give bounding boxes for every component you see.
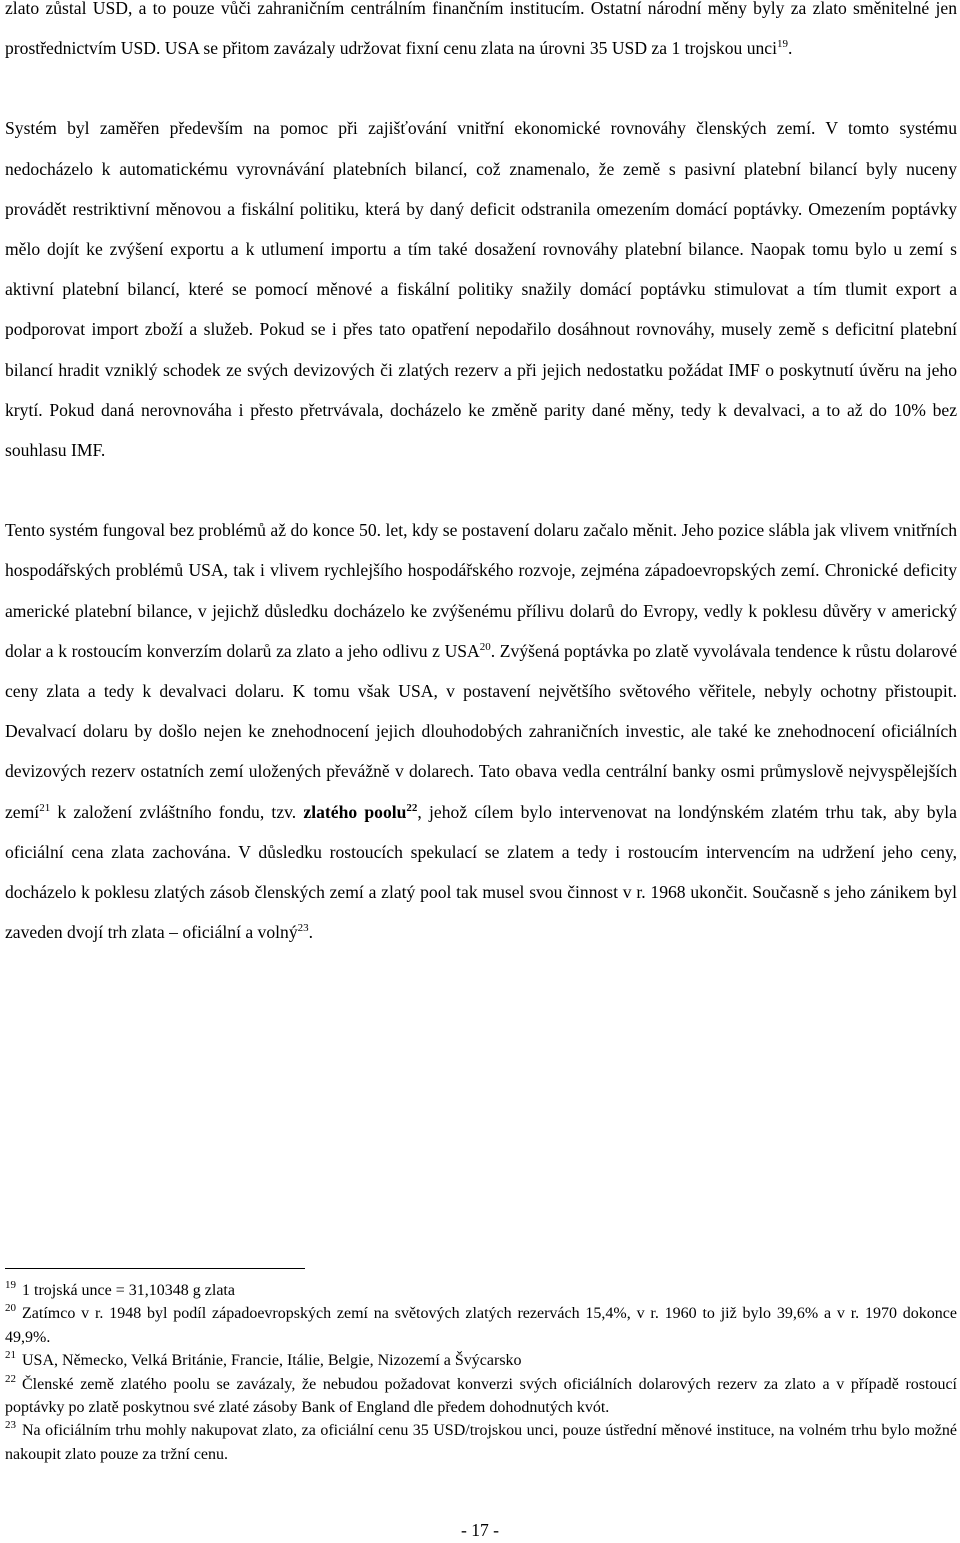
footnote-number: 21 — [5, 1349, 16, 1362]
page-body — [5, 0, 957, 952]
footnote-number: 20 — [5, 1302, 16, 1315]
page-number: - 17 - — [460, 1520, 500, 1540]
footnote-separator — [5, 1268, 305, 1269]
paragraph-text: . — [788, 38, 793, 59]
footnote-ref[interactable]: 19 — [777, 38, 788, 51]
paragraph-text: , jehož cílem bylo intervenovat na londýnském zlatém trhu tak, aby byla oficiální cena zlata zachována. V důsledku rostoucích spekulací se zlatem a tedy i rostoucím intervencím na udržení jeho ceny, docházelo k poklesu zlatých zásob členských zemí a zlatý pool tak musel svou činnost v r. 1968 ukončit. Současně s jeho zánikem byl zaveden dvojí trh zlata – oficiální a volný — [5, 801, 957, 943]
paragraph-dollar-decline — [5, 510, 957, 952]
footnote-text: USA, Německo, Velká Británie, Francie, Itálie, Belgie, Nizozemí a Švýcarsko — [22, 1352, 522, 1370]
paragraph-text: zlato zůstal USD, a to pouze vůči zahraničním centrálním finančním institucím. Ostatní národní měny byly za zlato směnitelné jen prostřednictvím USD. USA se přitom zavázaly udržovat fixní cenu zlata na úrovni 35 USD za 1 trojskou unci — [5, 0, 957, 59]
bold-term: zlatého poolu — [303, 801, 407, 822]
footnote-text: Na oficiálním trhu mohly nakupovat zlato, za oficiální cenu 35 USD/trojskou unci, pouze ústřední měnové instituce, na volném trhu bylo možné nakoupit zlato pouze za tržní cenu. — [5, 1422, 957, 1463]
footnote-number: 22 — [5, 1372, 16, 1385]
footnote-number: 19 — [5, 1279, 16, 1291]
footnote-text: 1 trojská unce = 31,10348 g zlata — [22, 1282, 235, 1299]
paragraph-text: k založení zvláštního fondu, tzv. — [50, 801, 304, 822]
footnote-item — [5, 1302, 957, 1349]
footnote-item — [5, 1349, 957, 1372]
footnote-item — [5, 1373, 957, 1420]
footnote-item — [5, 1419, 957, 1466]
paragraph-text: . Zvýšená poptávka po zlatě vyvolávala tendence k růstu dolarové ceny zlata a tedy k devalvaci dolaru. K tomu však USA, v postavení největšího světového věřitele, nebyly ochotny přistoupit. Devalvací dolaru by došlo nejen ke znehodnocení jejich dlouhodobých zahraničních investic, ale také ke znehodnocení oficiálních devizových rezerv ostatních zemí uložených převážně v dolarech. Tato obava vedla centrální banky osmi průmyslově nejvyspělejších zemí — [5, 640, 957, 822]
paragraph-text: Tento systém fungoval bez problémů až do konce 50. let, kdy se postavení dolaru začalo měnit. Jeho pozice slábla jak vlivem vnitřních hospodářských problémů USA, tak i vlivem rychlejšího hospodářského rozvoje, zejména západoevropských zemí. Chronické deficity americké platební bilance, v jejichž důsledku docházelo ke zvýšenému přílivu dolarů do Evropy, vedly k poklesu důvěry v americký dolar a k rostoucím konverzím dolarů za zlato a jeho odlivu z USA — [5, 520, 957, 661]
footnotes — [5, 1279, 957, 1466]
paragraph-gold-convertibility — [5, 0, 957, 68]
paragraph-text: . — [308, 922, 314, 943]
footnote-text: Zatímco v r. 1948 byl podíl západoevropských zemí na světových zlatých rezervách 15,4%, v r. 1960 to již bylo 39,6% a v r. 1970 dokonce 49,9%. — [5, 1305, 957, 1346]
footnote-number: 23 — [5, 1419, 16, 1432]
footnote-ref[interactable]: 21 — [39, 801, 51, 814]
footnote-ref[interactable]: 23 — [297, 922, 309, 935]
footnote-ref[interactable]: 20 — [479, 640, 491, 653]
footnote-item — [5, 1279, 957, 1302]
footnote-text: Členské země zlatého poolu se zavázaly, že nebudou požadovat konverzi svých oficiálních dolarových rezerv za zlato a v případě rostoucí poptávky po zlatě poskytnou své zlaté zásoby Bank of England dle předem dohodnutých kvót. — [5, 1375, 957, 1417]
footnote-ref[interactable]: 22 — [406, 801, 418, 814]
paragraph-system-balance: Systém byl zaměřen především na pomoc při zajišťování vnitřní ekonomické rovnováhy členských zemí. V tomto systému nedocházelo k automatickému vyrovnávání platebních bilancí, což znamenalo, že země s pasivní platební bilancí byly nuceny provádět restriktivní měnovou a fiskální politiku, která by daný deficit odstranila omezením domácí poptávky. Omezením poptávky mělo dojít ke zvýšení exportu a k utlumení importu a tím také dosažení rovnováhy platební bilance. Naopak tomu bylo u zemí s aktivní platební bilancí, které se pomocí měnové a fiskální politiky snažily domácí poptávku stimulovat a tím tlumit export a podporovat import zboží a služeb. Pokud se i přes tato opatření nepodařilo dosáhnout rovnováhy, musely země s deficitní platební bilancí hradit vzniklý schodek ze svých devizových či zlatých rezerv a při jejich nedostatku požádat IMF o poskytnutí úvěru na jeho krytí. Pokud daná nerovnováha i přesto přetrvávala, docházelo ke změně parity dané měny, tedy k devalvaci, a to až do 10% bez souhlasu IMF. — [5, 118, 957, 461]
